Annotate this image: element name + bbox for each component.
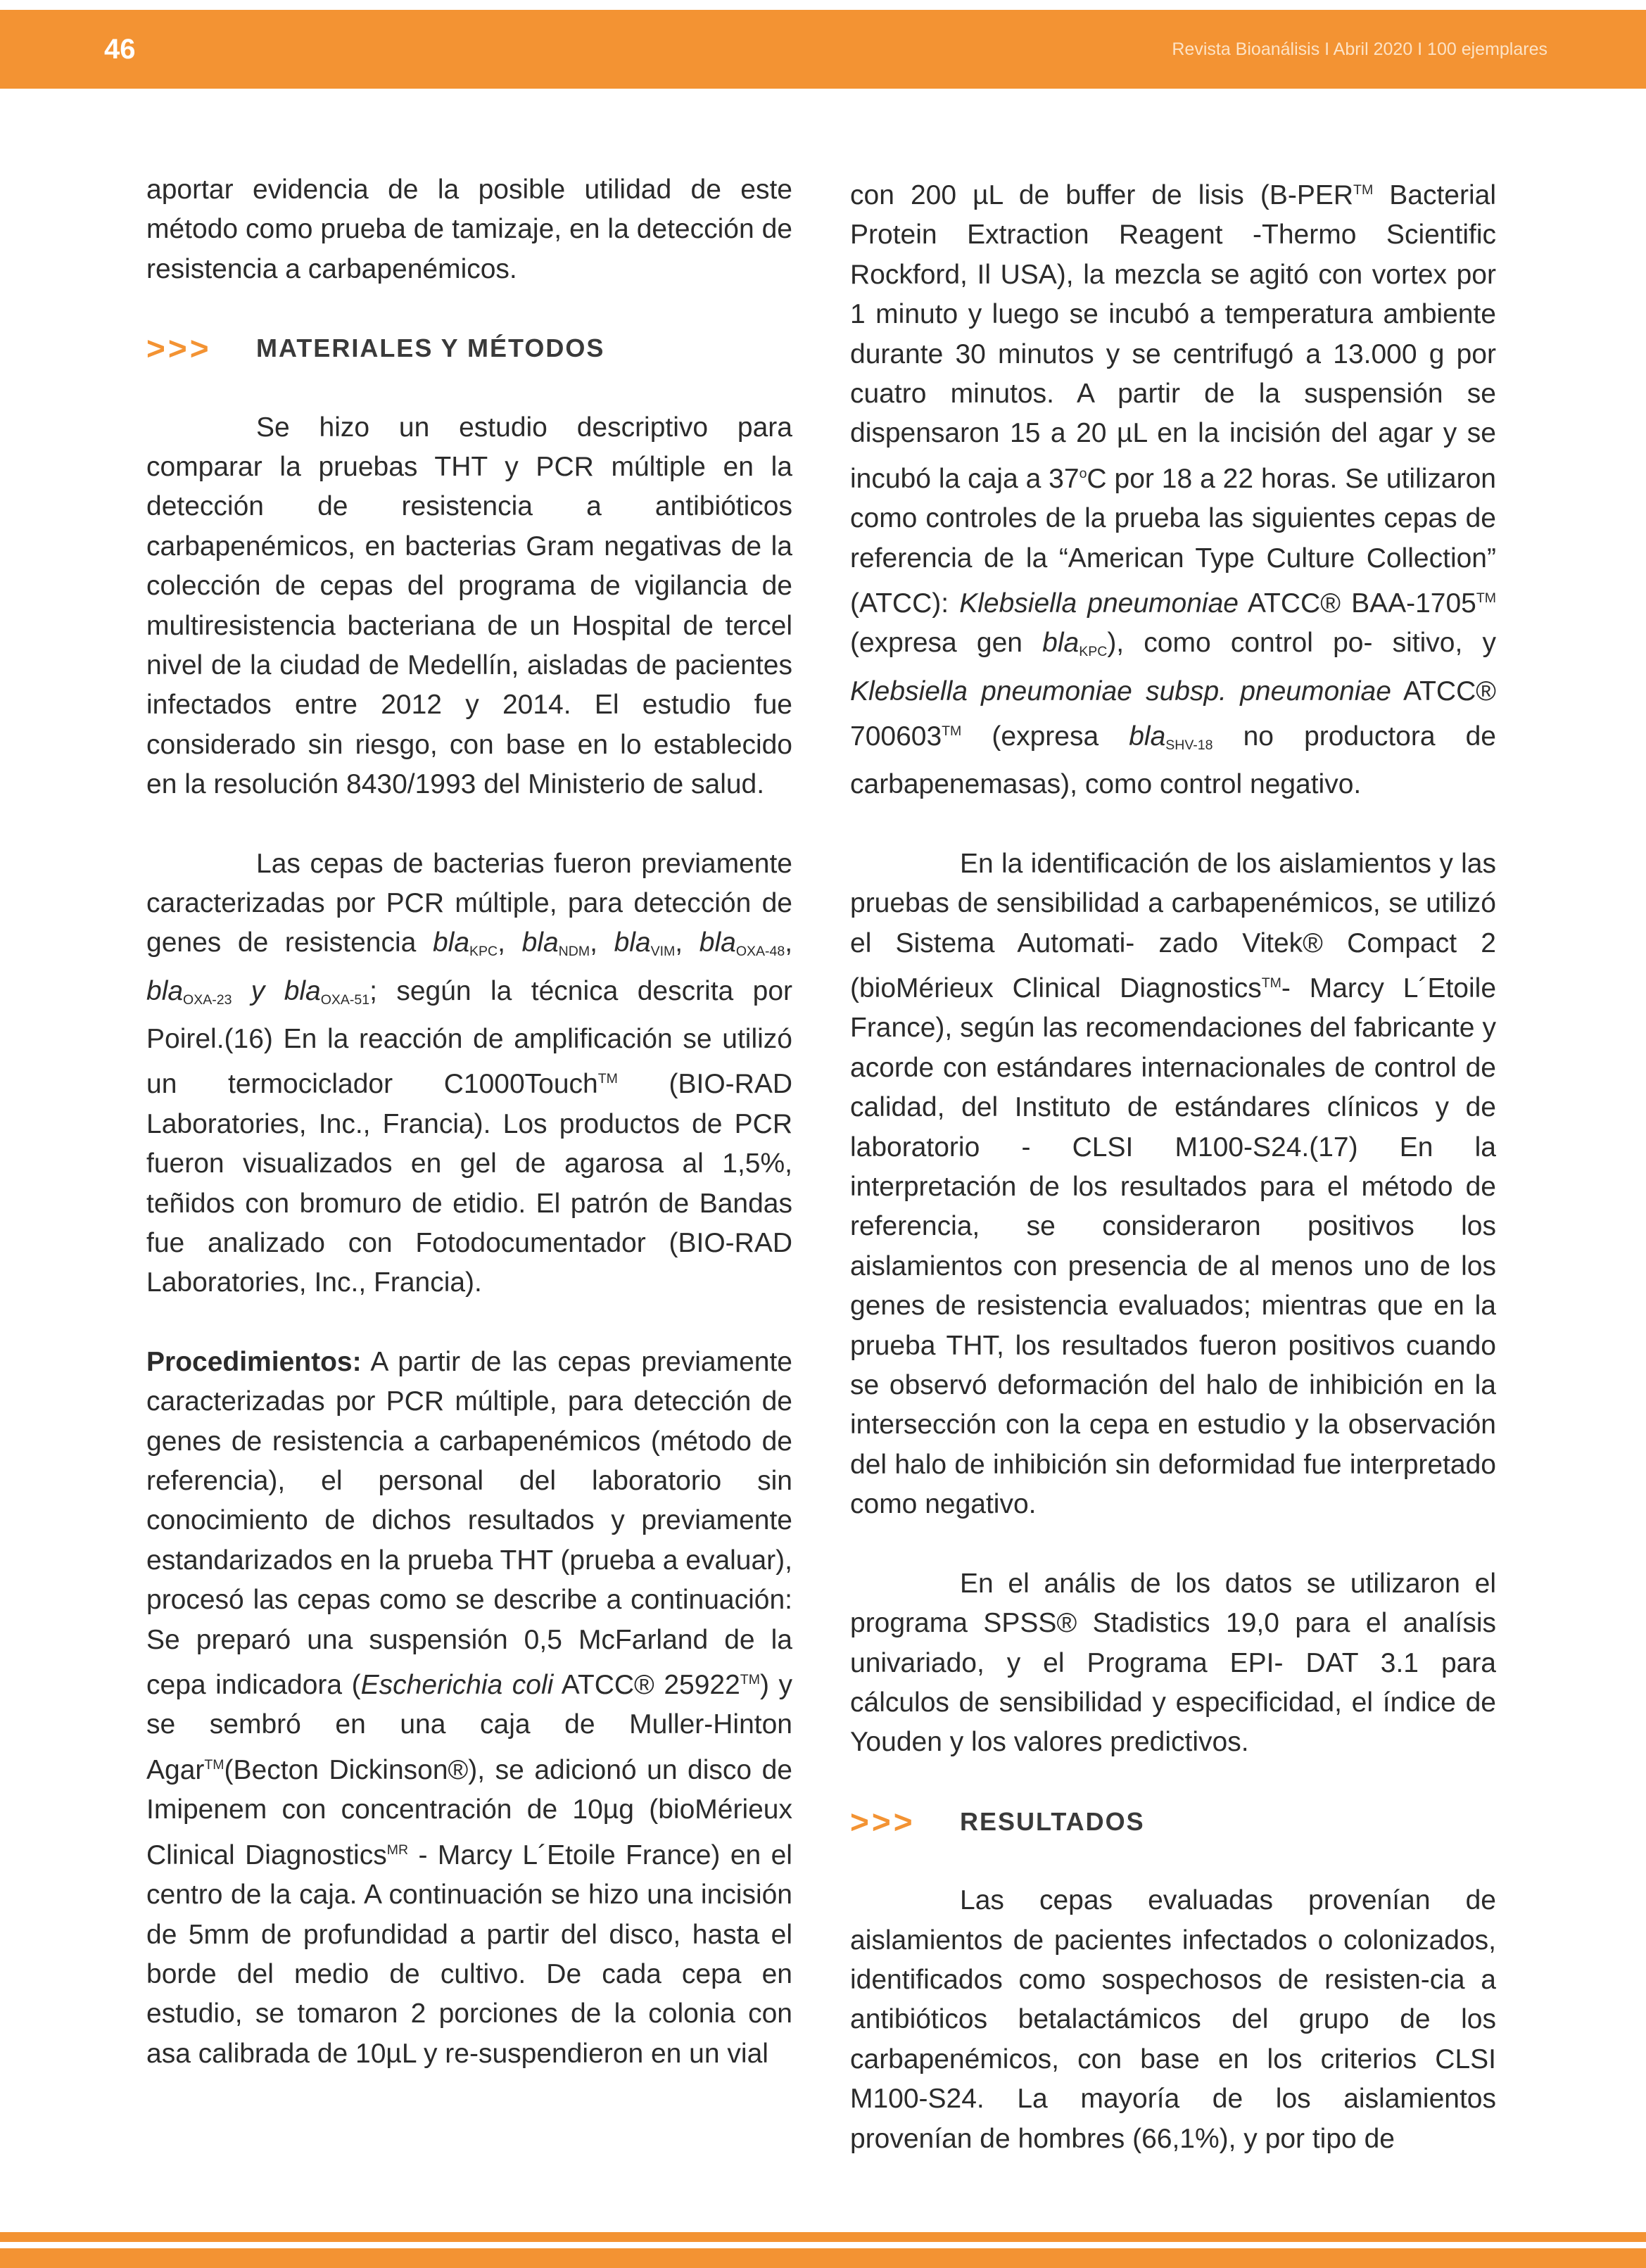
page-header	[0, 10, 1646, 89]
procedimientos-label: Procedimientos:	[146, 1346, 362, 1377]
cepas-paragraph: Las cepas de bacterias fueron previamente caracterizadas por PCR múltiple, para detección de genes de resistencia bla$_{KPC}$, bla$_{NDM}$, bla$_{VIM}$, bla$_{OXA-48}$, bla$_{OXA-23}$ y bla$_{OXA-51}$; según la técnica descrita por Poirel.(16) En la reacción de amplificación se utilizó un termociclador C1000Touch™ (BIO-RAD Laboratories, Inc., Francia). Los productos de PCR fueron visualizados en gel de agarosa al 1,5%, teñidos con bromuro de etidio. El patrón de Bandas fue analizado con Fotodocumentador (BIO-RAD Laboratories, Inc., Francia).	[146, 848, 793, 1298]
section-heading-materiales	[146, 329, 792, 368]
procedimientos-paragraph: Procedimientos: A partir de las cepas previamente caracterizadas por PCR múltiple, para detección de genes de resistencia a carbapenémicos (método de referencia), el personal del laboratorio sin conocimiento de dichos resultados y previamente estandarizados en la prueba THT (prueba a evaluar), procesó las cepas como se describe a continuación: Se preparó una suspensión 0,5 McFarland de la cepa indicadora (Escherichia coli ATCC® 25922™) y se sembró en una caja de Muller-Hinton Agar™(Becton Dickinson®), se adicionó un disco de Imipenem con concentración de 10µg (bioMérieux Clinical Diagnostics$^{MR}$ - Marcy L´Etoile France) en el centro de la caja. A continuación se hizo una incisión de 5mm de profundidad a partir del disco, hasta el borde del medio de cultivo. De cada cepa en estudio, se tomaron 2 porciones de la colonia con asa calibrada de 10µL y re-suspendieron en un vial	[146, 1346, 793, 2069]
continuation-paragraph: con 200 µL de buffer de lisis (B-PER™ Bacterial Protein Extraction Reagent -Thermo Scientific Rockford, Il USA), la mezcla se agitó con vortex por 1 minuto y luego se incubó a temperatura ambiente durante 30 minutos y se centrifugó a 13.000 g por cuatro minutos. A partir de la suspensión se dispensaron 15 a 20 µL en la incisión del agar y se incubó la caja a 37$^o$C por 18 a 22 horas. Se utilizaron como controles de la prueba las siguientes cepas de referencia de la “American Type Culture Collection” (ATCC): Klebsiella pneumoniae ATCC® BAA-1705™ (expresa gen bla$_{KPC}$), como control po- sitivo, y Klebsiella pneumoniae subsp. pneumoniae ATCC® 700603™ (expresa bla$_{SHV-18}$ no productora de carbapenemasas), como control negativo.	[850, 180, 1497, 800]
estudio-paragraph: Se hizo un estudio descriptivo para comparar la pruebas THT y PCR múltiple en la detección de resistencia a antibióticos carbapenémicos, en bacterias Gram negativas de la colección de cepas del programa de vigilancia de multiresistencia bacteriana de un Hospital de tercel nivel de la ciudad de Medellín, aisladas de pacientes infectados entre 2012 y 2014. El estudio fue considerado sin riesgo, con base en lo establecido en la resolución 8430/1993 del Ministerio de salud.	[146, 412, 792, 800]
right-column	[850, 170, 1496, 2159]
chevron-icon: >>>	[146, 330, 212, 367]
resultados-paragraph: Las cepas evaluadas provenían de aislamientos de pacientes infectados o colonizados, identificados como sospechosos de resisten-cia a antibióticos betalactámicos del grupo de los carbapenémicos, con base en los criterios CLSI M100-S24. La mayoría de los aislamientos provenían de hombres (66,1%), y por tipo de	[850, 1885, 1496, 2154]
journal-info: Revista Bioanálisis I Abril 2020 I 100 ejemplares	[1172, 39, 1547, 59]
chevron-icon: >>>	[850, 1803, 916, 1840]
analisis-paragraph: En el anális de los datos se utilizaron el programa SPSS® Stadistics 19,0 para el analísis univariado, y el Programa EPI- DAT 3.1 para cálculos de sensibilidad y especificidad, el índice de Youden y los valores predictivos.	[850, 1568, 1496, 1758]
identificacion-paragraph: En la identificación de los aislamientos y las pruebas de sensibilidad a carbapenémicos, se utilizó el Sistema Automati- zado Vitek® Compact 2 (bioMérieux Clinical Diagnostics™- Marcy L´Etoile France), según las recomendaciones del fabricante y acorde con estándares internacionales de control de calidad, del Instituto de estándares clínicos y de laboratorio - CLSI M100-S24.(17) En la interpretación de los resultados para el método de referencia, se consideraron positivos los aislamientos con presencia de al menos uno de los genes de resistencia evaluados; mientras que en la prueba THT, los resultados fueron positivos cuando se observó deformación del halo de inhibición en la intersección con la cepa en estudio y la observación del halo de inhibición sin deformidad fue interpretado como negativo.	[850, 848, 1497, 1520]
left-column	[146, 170, 792, 2074]
footer-bar	[0, 2248, 1646, 2268]
section-title: MATERIALES Y MÉTODOS	[256, 334, 605, 363]
footer-stripe	[0, 2232, 1646, 2242]
page-number: 46	[104, 34, 136, 65]
intro-paragraph: aportar evidencia de la posible utilidad de este método como prueba de tamizaje, en la detección de resistencia a carbapenémicos.	[146, 175, 792, 284]
section-title: RESULTADOS	[960, 1806, 1145, 1836]
section-heading-resultados	[850, 1802, 1496, 1842]
